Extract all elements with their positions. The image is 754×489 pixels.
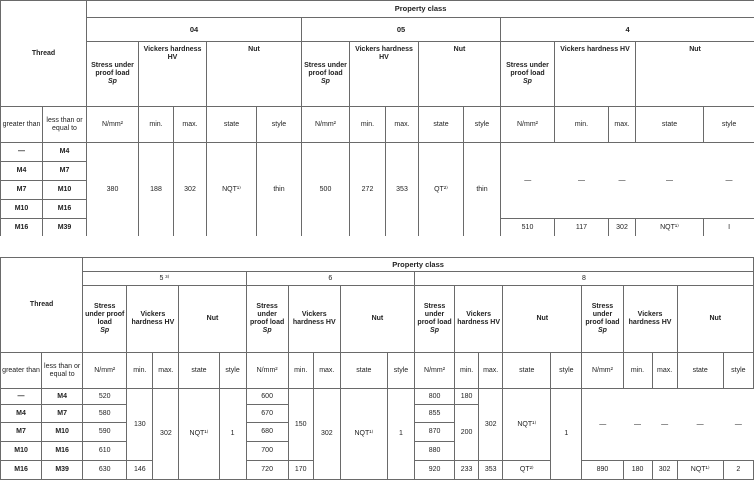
c5-nut-state: NQT¹⁾ (179, 389, 219, 480)
thread-gt-cell: — (1, 389, 42, 405)
thread-le-cell: M4 (42, 389, 83, 405)
state-header: state (179, 353, 219, 389)
class-04-heading: 04 (87, 18, 302, 42)
thread-le-cell: M10 (43, 181, 87, 200)
vickers-hardness-header: Vickers hardness HV (139, 42, 207, 107)
state-header: state (636, 107, 704, 143)
units-header: N/mm² (83, 353, 127, 389)
c6-stress: 720 (246, 461, 288, 480)
c8-2-stress-dash: — (599, 420, 607, 428)
nut-header: Nut (207, 42, 302, 107)
table-separator (0, 236, 754, 257)
max-header: max. (652, 353, 677, 389)
c8-2-stress: 890 (582, 461, 623, 480)
c4-m39-nut-style: I (704, 219, 754, 238)
c8-2-hv-min-dash: — (634, 420, 642, 428)
class-05-heading: 05 (302, 18, 501, 42)
thread-le-cell: M16 (42, 442, 83, 461)
c4-m39-hv-min: 117 (555, 219, 609, 238)
state-header: state (207, 107, 257, 143)
c4-m39-hv-max: 302 (609, 219, 636, 238)
c4-stress-dash: — (524, 176, 532, 184)
min-header: min. (288, 353, 313, 389)
max-header: max. (386, 107, 419, 143)
c04-stress: 380 (87, 143, 139, 238)
c6-nut-style: 1 (387, 389, 414, 480)
min-header: min. (455, 353, 479, 389)
thread-gt-cell: M4 (1, 405, 42, 423)
style-header: style (723, 353, 753, 389)
thread-less-equal-header: less than or equal to (43, 107, 87, 143)
c8-2-nut-state: NQT¹⁾ (677, 461, 723, 480)
c8-2-nut-state-dash: — (696, 420, 704, 428)
min-header: min. (127, 353, 153, 389)
thread-gt-cell: M16 (1, 461, 42, 480)
stress-proof-load-header: Stress under proof load Sp (83, 286, 127, 353)
units-header: N/mm² (302, 107, 350, 143)
c5-hv-max: 302 (153, 389, 179, 480)
c8-hv-min-m39: 233 (455, 461, 479, 480)
c05-hv-min: 272 (350, 143, 386, 238)
c8-hv-min: 180 (455, 389, 479, 405)
c8-stress: 920 (414, 461, 454, 480)
max-header: max. (609, 107, 636, 143)
c6-stress: 700 (246, 442, 288, 461)
thread-le-cell: M39 (42, 461, 83, 480)
style-header: style (551, 353, 582, 389)
c5-nut-style: 1 (219, 389, 246, 480)
vickers-hardness-header: Vickers hardness HV (127, 286, 179, 353)
c4-m39-nut-state: NQT¹⁾ (636, 219, 704, 238)
c6-hv-min-m39: 170 (288, 461, 313, 480)
c6-stress: 670 (246, 405, 288, 423)
thread-gt-cell: M4 (1, 162, 43, 181)
nut-header: Nut (340, 286, 414, 353)
thread-header: Thread (1, 1, 87, 107)
vickers-hardness-header: Vickers hardness HV (350, 42, 419, 107)
thread-gt-cell: M7 (1, 423, 42, 442)
thread-le-cell: M16 (43, 200, 87, 219)
vickers-hardness-header: Vickers hardness HV (623, 286, 677, 353)
property-class-heading: Property class (87, 1, 754, 18)
c4-nut-state-dash: — (666, 176, 673, 184)
c4-hv-min-dash: — (578, 176, 585, 184)
thread-greater-than-header: greater than (1, 107, 43, 143)
c5-hv-min: 130 (127, 389, 153, 461)
style-header: style (257, 107, 302, 143)
class-6-heading: 6 (246, 272, 414, 286)
max-header: max. (174, 107, 207, 143)
nut-header: Nut (179, 286, 246, 353)
units-header: N/mm² (414, 353, 454, 389)
property-class-table-2 (0, 257, 754, 480)
nut-header: Nut (677, 286, 753, 353)
thread-gt-cell: M16 (1, 219, 43, 238)
c6-hv-max: 302 (313, 389, 340, 480)
c8-2-nut-style: 2 (723, 461, 753, 480)
c8-stress: 800 (414, 389, 454, 405)
thread-gt-cell: M10 (1, 442, 42, 461)
c8-2-hv-min: 180 (623, 461, 652, 480)
units-header: N/mm² (582, 353, 623, 389)
stress-proof-load-header: Stress under proof load Sp (582, 286, 623, 353)
c8-stress: 855 (414, 405, 454, 423)
state-header: state (419, 107, 464, 143)
thread-gt-cell: — (1, 143, 43, 162)
vickers-hardness-header: Vickers hardness HV (455, 286, 503, 353)
c5-hv-min-m39: 146 (127, 461, 153, 480)
c8-stress: 870 (414, 423, 454, 442)
thread-gt-cell: M10 (1, 200, 43, 219)
nut-header: Nut (419, 42, 501, 107)
thread-gt-cell: M7 (1, 181, 43, 200)
thread-le-cell: M39 (43, 219, 87, 238)
min-header: min. (555, 107, 609, 143)
c05-hv-max: 353 (386, 143, 419, 238)
c05-stress: 500 (302, 143, 350, 238)
c4-nut-style-dash: — (725, 176, 733, 184)
max-header: max. (313, 353, 340, 389)
stress-proof-load-header: Stress under proof load Sp (87, 42, 139, 107)
c04-nut-state: NQT¹⁾ (207, 143, 257, 238)
c4-hv-max-dash: — (618, 176, 626, 184)
max-header: max. (153, 353, 179, 389)
c4-m39-stress: 510 (501, 219, 555, 238)
state-header: state (503, 353, 551, 389)
nut-header: Nut (636, 42, 754, 107)
c04-nut-style: thin (257, 143, 302, 238)
property-class-table-1 (0, 0, 754, 238)
stress-proof-load-header: Stress under proof load Sp (501, 42, 555, 107)
state-header: state (340, 353, 387, 389)
min-header: min. (623, 353, 652, 389)
c6-stress: 680 (246, 423, 288, 442)
c5-stress: 630 (83, 461, 127, 480)
c8-2-hv-max-dash: — (661, 420, 669, 428)
units-header: N/mm² (501, 107, 555, 143)
style-header: style (704, 107, 754, 143)
thread-le-cell: M7 (43, 162, 87, 181)
thread-le-cell: M10 (42, 423, 83, 442)
max-header: max. (479, 353, 503, 389)
c5-stress: 520 (83, 389, 127, 405)
c8-hv-max-m39: 353 (479, 461, 503, 480)
c04-hv-min: 188 (139, 143, 174, 238)
property-class-heading: Property class (83, 258, 754, 272)
c8-nut-state: NQT¹⁾ (503, 389, 551, 461)
c5-stress: 610 (83, 442, 127, 461)
thread-le-cell: M7 (42, 405, 83, 423)
style-header: style (464, 107, 501, 143)
thread-greater-than-header: greater than (1, 353, 42, 389)
c8-hv-max: 302 (479, 389, 503, 461)
class-4-heading: 4 (501, 18, 754, 42)
c6-stress: 600 (246, 389, 288, 405)
stress-proof-load-header: Stress under proof load Sp (414, 286, 454, 353)
c5-stress: 580 (83, 405, 127, 423)
vickers-hardness-header: Vickers hardness HV (555, 42, 636, 107)
c8-nut-state-m39: QT²⁾ (503, 461, 551, 480)
c8-hv-min: 200 (455, 405, 479, 461)
c6-nut-state: NQT¹⁾ (340, 389, 387, 480)
c04-hv-max: 302 (174, 143, 207, 238)
c05-nut-state: QT²⁾ (419, 143, 464, 238)
units-header: N/mm² (246, 353, 288, 389)
nut-header: Nut (503, 286, 582, 353)
c6-hv-min: 150 (288, 389, 313, 461)
min-header: min. (350, 107, 386, 143)
c8-2-hv-max: 302 (652, 461, 677, 480)
state-header: state (677, 353, 723, 389)
c05-nut-style: thin (464, 143, 501, 238)
units-header: N/mm² (87, 107, 139, 143)
class-8-heading: 8 (414, 272, 753, 286)
c5-stress: 590 (83, 423, 127, 442)
c8-nut-style: 1 (551, 389, 582, 480)
c8-2-nut-style-dash: — (734, 420, 742, 428)
thread-less-equal-header: less than or equal to (42, 353, 83, 389)
thread-le-cell: M4 (43, 143, 87, 162)
stress-proof-load-header: Stress under proof load Sp (302, 42, 350, 107)
min-header: min. (139, 107, 174, 143)
c8-stress: 880 (414, 442, 454, 461)
stress-proof-load-header: Stress under proof load Sp (246, 286, 288, 353)
class-5-heading: 5 ³⁾ (83, 272, 246, 286)
vickers-hardness-header: Vickers hardness HV (288, 286, 340, 353)
thread-header: Thread (1, 258, 83, 353)
style-header: style (387, 353, 414, 389)
style-header: style (219, 353, 246, 389)
